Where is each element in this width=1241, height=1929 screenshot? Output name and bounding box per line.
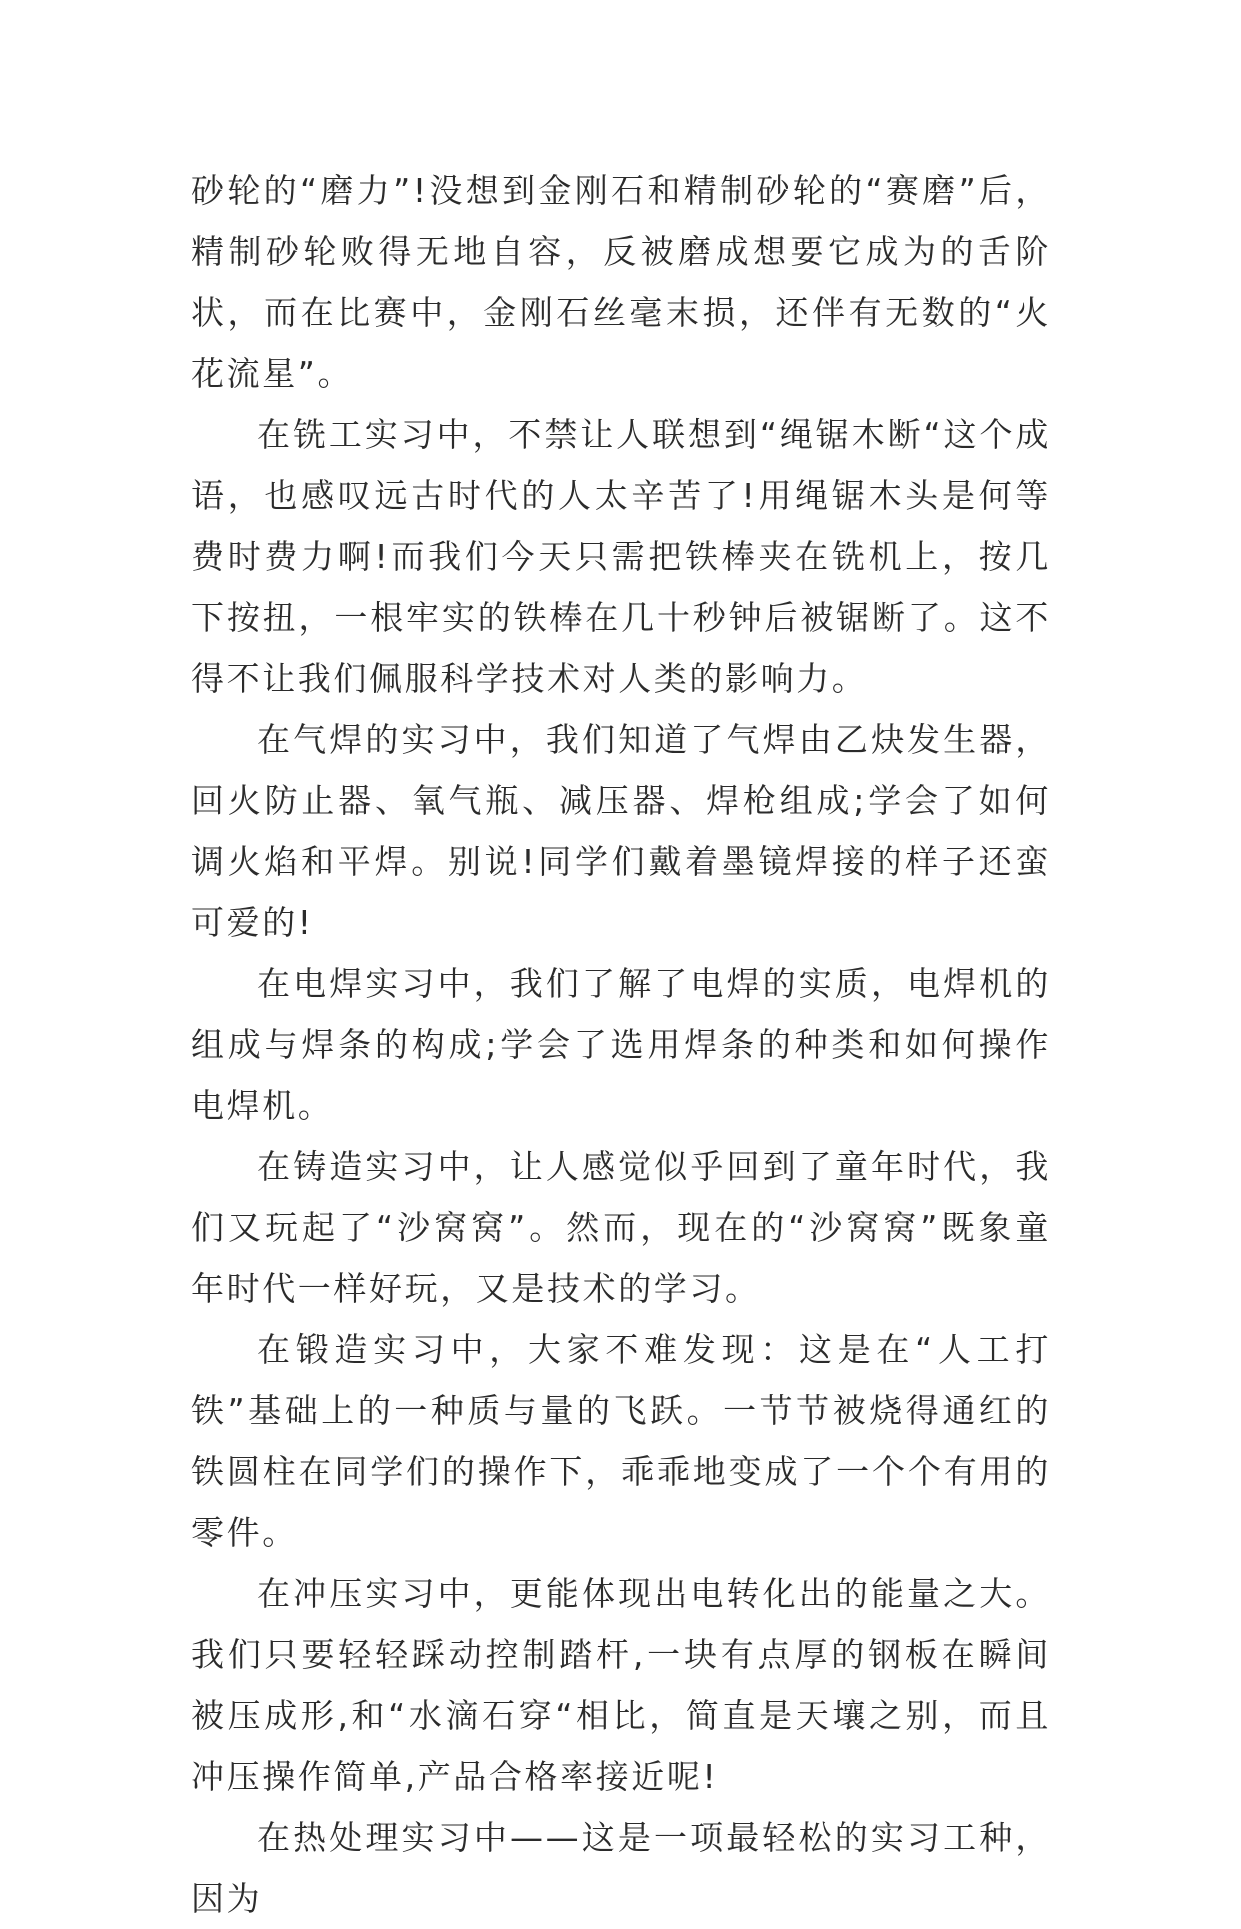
paragraph-electric-welding: 在电焊实习中，我们了解了电焊的实质，电焊机的组成与焊条的构成;学会了选用焊条的种类和如何操作电焊机。 [191, 964, 1051, 1125]
paragraph-casting: 在铸造实习中，让人感觉似乎回到了童年时代，我们又玩起了“沙窝窝”。然而，现在的“沙窝窝”既象童年时代一样好玩，又是技术的学习。 [191, 1147, 1051, 1308]
paragraph-milling: 在铣工实习中，不禁让人联想到“绳锯木断“这个成语，也感叹远古时代的人太辛苦了!用绳锯木头是何等费时费力啊!而我们今天只需把铁棒夹在铣机上，按几下按扭，一根牢实的铁棒在几十秒钟后被锯断了。这不得不让我们佩服科学技术对人类的影响力。 [191, 415, 1051, 698]
paragraph-grinding-wheel: 砂轮的“磨力”!没想到金刚石和精制砂轮的“赛磨”后，精制砂轮败得无地自容，反被磨成想要它成为的舌阶状，而在比赛中，金刚石丝毫末损，还伴有无数的“火花流星”。 [191, 171, 1051, 393]
paragraph-forging: 在锻造实习中，大家不难发现：这是在“人工打铁”基础上的一种质与量的飞跃。一节节被烧得通红的铁圆柱在同学们的操作下，乖乖地变成了一个个有用的零件。 [191, 1330, 1051, 1552]
paragraph-gas-welding: 在气焊的实习中，我们知道了气焊由乙炔发生器，回火防止器、氧气瓶、减压器、焊枪组成;学会了如何调火焰和平焊。别说!同学们戴着墨镜焊接的样子还蛮可爱的! [191, 720, 1051, 942]
paragraph-heat-treatment: 在热处理实习中——这是一项最轻松的实习工种，因为 [191, 1818, 1051, 1918]
paragraph-stamping: 在冲压实习中，更能体现出电转化出的能量之大。我们只要轻轻踩动控制踏杆,一块有点厚的钢板在瞬间被压成形,和“水滴石穿“相比，简直是天壤之别，而且冲压操作简单,产品合格率接近呢! [191, 1574, 1051, 1796]
document-body [191, 160, 1051, 1929]
